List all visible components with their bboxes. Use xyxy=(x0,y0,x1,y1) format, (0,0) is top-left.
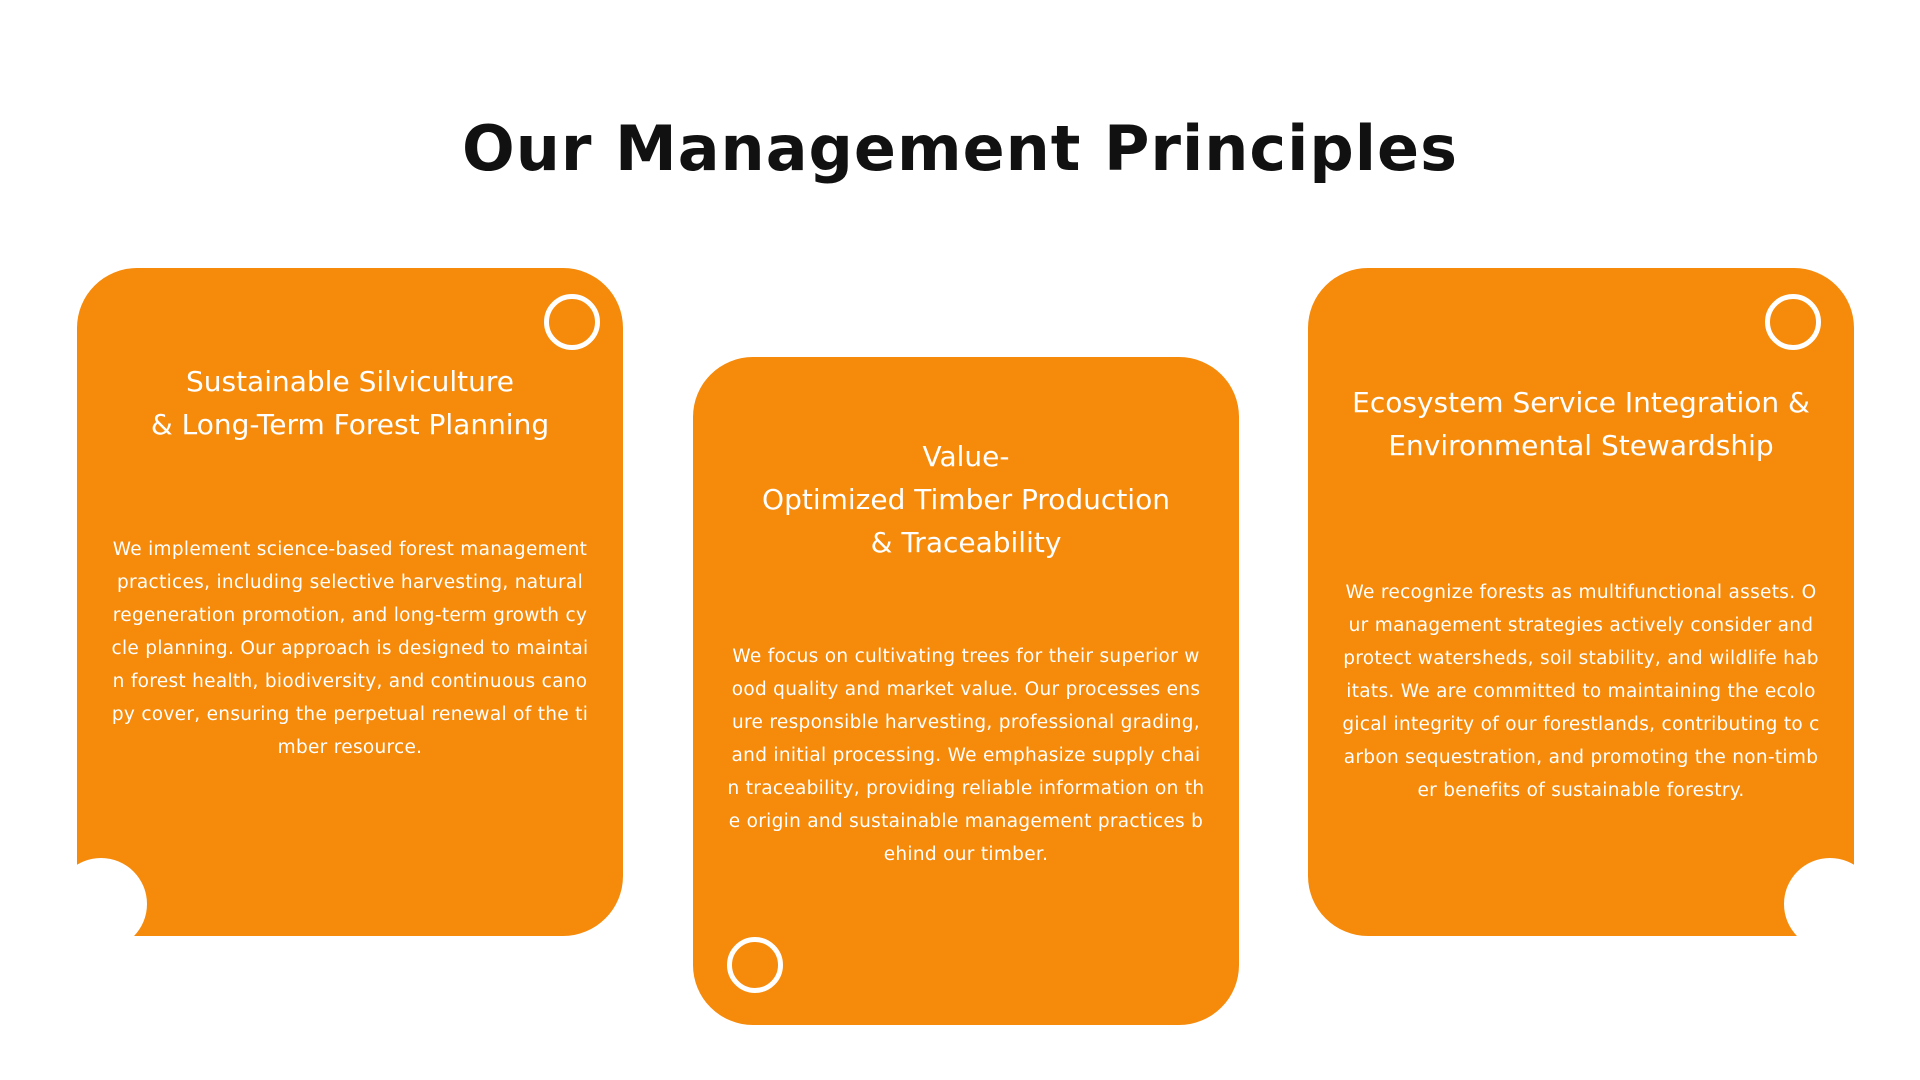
card-title: Ecosystem Service Integration & Environmental Stewardship xyxy=(1352,386,1810,462)
principle-card-timber-production xyxy=(693,357,1239,1025)
page-title: Our Management Principles xyxy=(462,112,1458,185)
ring-icon xyxy=(544,294,600,350)
card-title: Sustainable Silviculture & Long-Term Forest Planning xyxy=(150,365,550,441)
corner-notch-decoration xyxy=(1784,858,1854,936)
corner-notch-decoration xyxy=(77,858,147,936)
ring-icon xyxy=(1765,294,1821,350)
card-body: We recognize forests as multifunctional assets. Our management strategies actively consider and protect watersheds, soil stability, and wildlife habitats. We are committed to maintaining the ecological integrity of our forestlands, contributing to carbon sequestration, and promoting the non-timber benefits of sustainable forestry. xyxy=(1342,582,1820,801)
card-body: We implement science-based forest management practices, including selective harvesting, natural regeneration promotion, and long-term growth cycle planning. Our approach is designed to maintain forest health, biodiversity, and continuous canopy cover, ensuring the perpetual renewal of the timber resource. xyxy=(111,539,589,758)
card-title: Value- Optimized Timber Production & Traceability xyxy=(762,440,1170,559)
card-body: We focus on cultivating trees for their superior wood quality and market value. Our processes ensure responsible harvesting, professional grading, and initial processing. We emphasize supply chain traceability, providing reliable information on the origin and sustainable management practices behind our timber. xyxy=(727,646,1205,865)
principle-card-ecosystem xyxy=(1308,268,1854,936)
principle-card-silviculture xyxy=(77,268,623,936)
ring-icon xyxy=(727,937,783,993)
